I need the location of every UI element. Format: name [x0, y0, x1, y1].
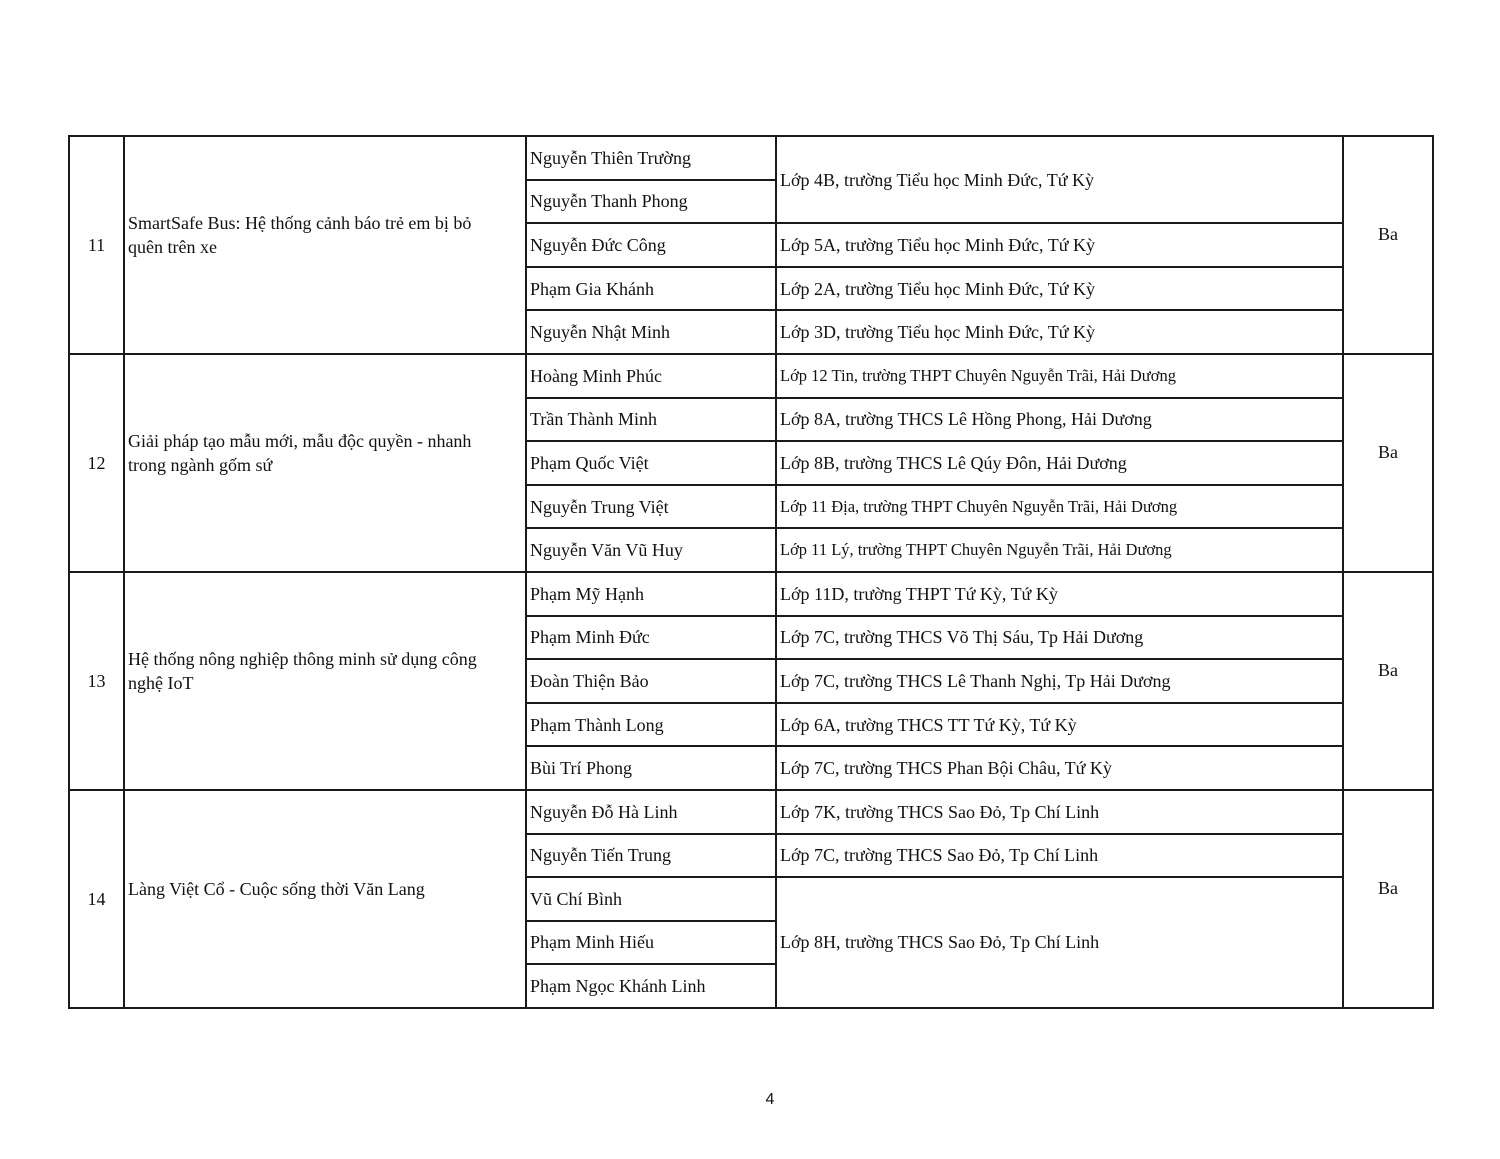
project-title: Làng Việt Cổ - Cuộc sống thời Văn Lang [124, 790, 526, 1008]
member-school: Lớp 7C, trường THCS Phan Bội Châu, Tứ Kỳ [776, 746, 1343, 790]
member-school: Lớp 6A, trường THCS TT Tứ Kỳ, Tứ Kỳ [776, 703, 1343, 747]
member-school: Lớp 2A, trường Tiểu học Minh Đức, Tứ Kỳ [776, 267, 1343, 311]
member-name: Đoàn Thiện Bảo [526, 659, 776, 703]
project-number: 12 [69, 354, 124, 572]
member-name: Hoàng Minh Phúc [526, 354, 776, 398]
member-name: Nguyễn Trung Việt [526, 485, 776, 529]
member-school: Lớp 8A, trường THCS Lê Hồng Phong, Hải Dương [776, 398, 1343, 442]
member-name: Phạm Quốc Việt [526, 441, 776, 485]
award-level: Ba [1343, 136, 1433, 354]
member-school: Lớp 5A, trường Tiểu học Minh Đức, Tứ Kỳ [776, 223, 1343, 267]
project-number: 13 [69, 572, 124, 790]
table-row [69, 572, 1433, 616]
page-number: 4 [765, 1091, 775, 1108]
project-number: 14 [69, 790, 124, 1008]
award-level: Ba [1343, 354, 1433, 572]
member-school: Lớp 8H, trường THCS Sao Đỏ, Tp Chí Linh [776, 877, 1343, 1008]
member-name: Phạm Thành Long [526, 703, 776, 747]
member-name: Nguyễn Thiên Trường [526, 136, 776, 180]
member-name: Phạm Minh Hiếu [526, 921, 776, 965]
member-name: Phạm Ngọc Khánh Linh [526, 964, 776, 1008]
member-name: Phạm Minh Đức [526, 616, 776, 660]
member-school: Lớp 7C, trường THCS Sao Đỏ, Tp Chí Linh [776, 834, 1343, 878]
award-level: Ba [1343, 790, 1433, 1008]
member-school: Lớp 8B, trường THCS Lê Qúy Đôn, Hải Dương [776, 441, 1343, 485]
member-school: Lớp 12 Tin, trường THPT Chuyên Nguyễn Trãi, Hải Dương [776, 354, 1343, 398]
member-school: Lớp 3D, trường Tiểu học Minh Đức, Tứ Kỳ [776, 310, 1343, 354]
table-row [69, 136, 1433, 180]
award-level: Ba [1343, 572, 1433, 790]
member-school: Lớp 7K, trường THCS Sao Đỏ, Tp Chí Linh [776, 790, 1343, 834]
project-title: Hệ thống nông nghiệp thông minh sử dụng công nghệ IoT [124, 572, 526, 790]
table-row [69, 354, 1433, 398]
member-name: Phạm Mỹ Hạnh [526, 572, 776, 616]
project-number: 11 [69, 136, 124, 354]
member-name: Nguyễn Văn Vũ Huy [526, 528, 776, 572]
member-name: Phạm Gia Khánh [526, 267, 776, 311]
member-school: Lớp 7C, trường THCS Võ Thị Sáu, Tp Hải Dương [776, 616, 1343, 660]
member-school: Lớp 11D, trường THPT Tứ Kỳ, Tứ Kỳ [776, 572, 1343, 616]
member-name: Nguyễn Nhật Minh [526, 310, 776, 354]
project-title: Giải pháp tạo mẫu mới, mẫu độc quyền - nhanh trong ngành gốm sứ [124, 354, 526, 572]
member-name: Nguyễn Đức Công [526, 223, 776, 267]
member-name: Trần Thành Minh [526, 398, 776, 442]
table-row [69, 790, 1433, 834]
member-name: Nguyễn Tiến Trung [526, 834, 776, 878]
member-name: Vũ Chí Bình [526, 877, 776, 921]
member-name: Nguyễn Thanh Phong [526, 180, 776, 224]
member-school: Lớp 7C, trường THCS Lê Thanh Nghị, Tp Hải Dương [776, 659, 1343, 703]
member-school: Lớp 4B, trường Tiểu học Minh Đức, Tứ Kỳ [776, 136, 1343, 223]
project-title: SmartSafe Bus: Hệ thống cảnh báo trẻ em bị bỏ quên trên xe [124, 136, 526, 354]
member-name: Nguyễn Đỗ Hà Linh [526, 790, 776, 834]
awards-table [68, 135, 1434, 1009]
member-name: Bùi Trí Phong [526, 746, 776, 790]
member-school: Lớp 11 Địa, trường THPT Chuyên Nguyễn Trãi, Hải Dương [776, 485, 1343, 529]
member-school: Lớp 11 Lý, trường THPT Chuyên Nguyễn Trãi, Hải Dương [776, 528, 1343, 572]
